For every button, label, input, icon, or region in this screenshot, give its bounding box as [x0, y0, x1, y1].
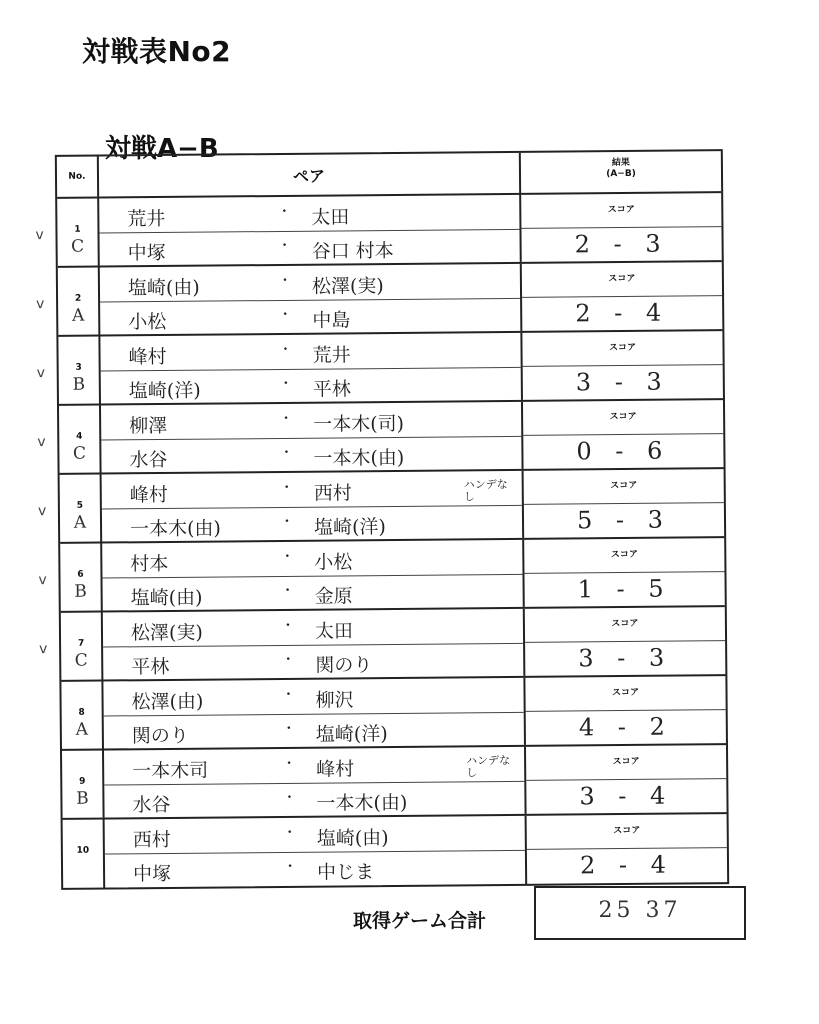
- score-value: 2 - 4: [575, 298, 670, 328]
- match-number: 7: [77, 638, 85, 649]
- player-name: 一本木(由): [316, 791, 408, 815]
- match-no-cell: [63, 820, 106, 889]
- table-row: [62, 745, 727, 820]
- player-name: 西村: [313, 482, 352, 505]
- separator-dot: ・: [277, 237, 292, 254]
- pair-line: [101, 436, 521, 474]
- player-name: 峰村: [129, 483, 168, 507]
- score-value: 3 - 3: [575, 367, 670, 397]
- match-no-cell: [57, 199, 100, 266]
- court-letter: C: [71, 236, 85, 257]
- score-value: 4 - 2: [578, 712, 673, 742]
- score-cell: [525, 607, 726, 676]
- score-value: 3 - 4: [579, 781, 674, 811]
- score-label: スコア: [524, 538, 724, 574]
- total-label: 取得ゲーム合計: [353, 910, 487, 932]
- player-name: 塩崎(洋): [313, 516, 386, 539]
- pair-line: [101, 367, 521, 405]
- player-name: 一本木司: [132, 759, 209, 783]
- score-cell: [526, 745, 727, 814]
- total-value: 25 37: [598, 898, 682, 923]
- pair-cell: [100, 264, 523, 335]
- separator-dot: ・: [280, 548, 295, 565]
- court-letter: C: [72, 443, 87, 464]
- table-row: [39, 607, 726, 682]
- court-letter: A: [75, 719, 89, 740]
- score-value: 2 - 4: [579, 850, 675, 880]
- score-cell: [524, 469, 725, 538]
- match-no-cell: [58, 268, 101, 335]
- table-row: [37, 400, 724, 475]
- match-no-cell: [59, 406, 102, 473]
- pair-cell: [99, 195, 522, 266]
- match-no-cell: [62, 751, 105, 818]
- player-name: 平林: [312, 378, 351, 401]
- match-no-cell: [60, 544, 103, 611]
- pair-line: [104, 781, 524, 819]
- check-mark: v: [37, 503, 47, 520]
- player-name: 松澤(由): [131, 690, 204, 714]
- score-cell: [522, 262, 723, 331]
- player-name: 松澤(実): [130, 621, 203, 645]
- player-name: 荒井: [127, 207, 166, 231]
- match-number: 2: [74, 293, 82, 304]
- pair-line: [104, 747, 524, 786]
- score-value: 0 - 6: [576, 436, 671, 466]
- player-name: 一本木(由): [129, 517, 221, 541]
- pair-line: [103, 643, 523, 681]
- pair-line: [99, 229, 519, 267]
- player-name: 峰村: [128, 345, 167, 369]
- player-name: 金原: [314, 585, 353, 608]
- player-name: 西村: [132, 828, 171, 852]
- score-label: スコア: [521, 193, 721, 229]
- pair-line: [102, 471, 522, 510]
- separator-dot: ・: [281, 651, 296, 668]
- check-mark: v: [39, 641, 48, 658]
- score-cell: [524, 538, 725, 607]
- pair-line: [100, 298, 520, 336]
- player-name: 柳沢: [315, 689, 354, 712]
- table-row: [36, 262, 723, 337]
- table-row: [38, 538, 725, 613]
- table-row: [61, 676, 726, 751]
- pair-cell: [100, 333, 523, 404]
- page-title: 対戦表No2: [82, 35, 232, 68]
- separator-dot: ・: [277, 272, 292, 289]
- separator-dot: ・: [280, 582, 295, 599]
- separator-dot: ・: [280, 617, 295, 634]
- score-label: スコア: [522, 331, 722, 367]
- section-title: 対戦A−B: [105, 134, 219, 164]
- check-mark: v: [38, 572, 47, 589]
- player-name: 荒井: [312, 344, 351, 367]
- match-no-cell: [58, 337, 101, 404]
- score-value: 5 - 3: [576, 505, 672, 535]
- pair-cell: [101, 402, 524, 473]
- handicap-note: ハンデなし: [466, 753, 511, 780]
- score-label: スコア: [524, 469, 724, 505]
- pair-cell: [102, 471, 525, 542]
- handicap-note: ハンデなし: [463, 477, 508, 504]
- match-number: 9: [79, 776, 86, 787]
- pair-line: [103, 609, 523, 648]
- separator-dot: ・: [282, 789, 297, 806]
- player-name: 一本木(由): [313, 446, 405, 470]
- court-letter: A: [71, 305, 85, 326]
- player-name: 村本: [130, 552, 169, 576]
- pair-cell: [103, 609, 526, 680]
- table-row: [35, 193, 722, 268]
- header-no: No.: [57, 157, 99, 199]
- match-no-cell: [61, 682, 104, 749]
- separator-dot: ・: [278, 375, 293, 392]
- score-cell: [523, 400, 724, 469]
- check-mark: v: [36, 296, 45, 313]
- court-letter: B: [72, 374, 86, 395]
- player-name: 塩崎(洋): [315, 723, 388, 746]
- pair-line: [102, 505, 522, 543]
- score-label: スコア: [522, 262, 722, 298]
- score-cell: [527, 814, 728, 885]
- check-mark: v: [35, 227, 44, 244]
- separator-dot: ・: [279, 479, 294, 496]
- player-name: 松澤(実): [311, 275, 384, 298]
- player-name: 中塚: [132, 862, 172, 886]
- score-cell: [525, 676, 726, 745]
- pair-line: [99, 195, 519, 234]
- match-number: 8: [78, 707, 85, 718]
- player-name: 小松: [314, 551, 353, 574]
- court-letter: B: [74, 581, 87, 602]
- check-mark: v: [36, 365, 46, 382]
- player-name: 塩崎(洋): [128, 379, 201, 403]
- pair-line: [105, 816, 525, 855]
- match-number: 10: [76, 845, 90, 856]
- player-name: 柳澤: [129, 414, 168, 438]
- player-name: 太田: [314, 620, 354, 643]
- player-name: 関のり: [131, 724, 189, 748]
- score-label: スコア: [527, 814, 727, 850]
- separator-dot: ・: [279, 444, 294, 461]
- player-name: 中島: [312, 309, 351, 332]
- pair-line: [101, 402, 521, 441]
- pair-line: [100, 264, 520, 303]
- player-name: 谷口 村本: [311, 239, 394, 263]
- separator-dot: ・: [277, 203, 292, 220]
- score-value: 2 - 3: [574, 229, 669, 259]
- table-row: [36, 331, 723, 406]
- player-name: 関のり: [315, 654, 373, 677]
- player-name: 水谷: [129, 448, 168, 472]
- table-row: [63, 814, 728, 889]
- separator-dot: ・: [278, 341, 293, 358]
- score-label: スコア: [523, 400, 723, 436]
- player-name: 一本木(司): [313, 412, 405, 436]
- score-value: 3 - 3: [578, 643, 673, 673]
- player-name: 峰村: [316, 758, 355, 781]
- player-name: 平林: [131, 655, 170, 679]
- player-name: 太田: [311, 206, 350, 229]
- separator-dot: ・: [279, 513, 295, 530]
- score-cell: [522, 331, 723, 400]
- score-label: スコア: [525, 676, 725, 712]
- separator-dot: ・: [282, 824, 297, 841]
- pair-line: [103, 678, 523, 717]
- pair-line: [102, 574, 522, 612]
- separator-dot: ・: [281, 720, 296, 737]
- pair-cell: [105, 816, 528, 889]
- score-label: スコア: [526, 745, 726, 781]
- pair-line: [100, 333, 520, 372]
- pair-cell: [103, 678, 526, 749]
- pair-line: [102, 540, 522, 579]
- separator-dot: ・: [281, 686, 296, 703]
- court-letter: B: [76, 788, 89, 809]
- player-name: 塩崎(由): [316, 827, 389, 850]
- separator-dot: ・: [282, 858, 298, 875]
- player-name: 中塚: [127, 241, 166, 265]
- player-name: 水谷: [132, 793, 171, 817]
- player-name: 小松: [128, 310, 167, 334]
- score-cell: [521, 193, 722, 262]
- score-value: 1 - 5: [577, 574, 672, 604]
- match-table: [35, 149, 729, 890]
- court-letter: A: [73, 512, 87, 533]
- header-pair: ペア: [99, 153, 521, 199]
- separator-dot: ・: [278, 306, 293, 323]
- table-row: [37, 469, 725, 544]
- header-result: 結果 (A−B): [521, 151, 721, 195]
- match-no-cell: [60, 475, 103, 542]
- match-number: 6: [77, 569, 84, 580]
- pair-cell: [102, 540, 525, 611]
- player-name: 塩崎(由): [130, 586, 203, 610]
- player-name: 塩崎(由): [127, 276, 200, 300]
- separator-dot: ・: [282, 755, 297, 772]
- check-mark: v: [37, 434, 46, 451]
- match-number: 1: [74, 224, 81, 235]
- pair-line: [104, 712, 524, 750]
- match-no-cell: [61, 613, 104, 680]
- pair-cell: [104, 747, 527, 818]
- match-number: 4: [76, 431, 83, 442]
- player-name: 中じま: [316, 861, 375, 884]
- match-number: 3: [75, 362, 82, 373]
- separator-dot: ・: [279, 410, 294, 427]
- match-number: 5: [76, 500, 84, 511]
- pair-line: [105, 850, 525, 888]
- score-label: スコア: [525, 607, 725, 643]
- court-letter: C: [74, 650, 88, 671]
- total-box: [534, 886, 746, 940]
